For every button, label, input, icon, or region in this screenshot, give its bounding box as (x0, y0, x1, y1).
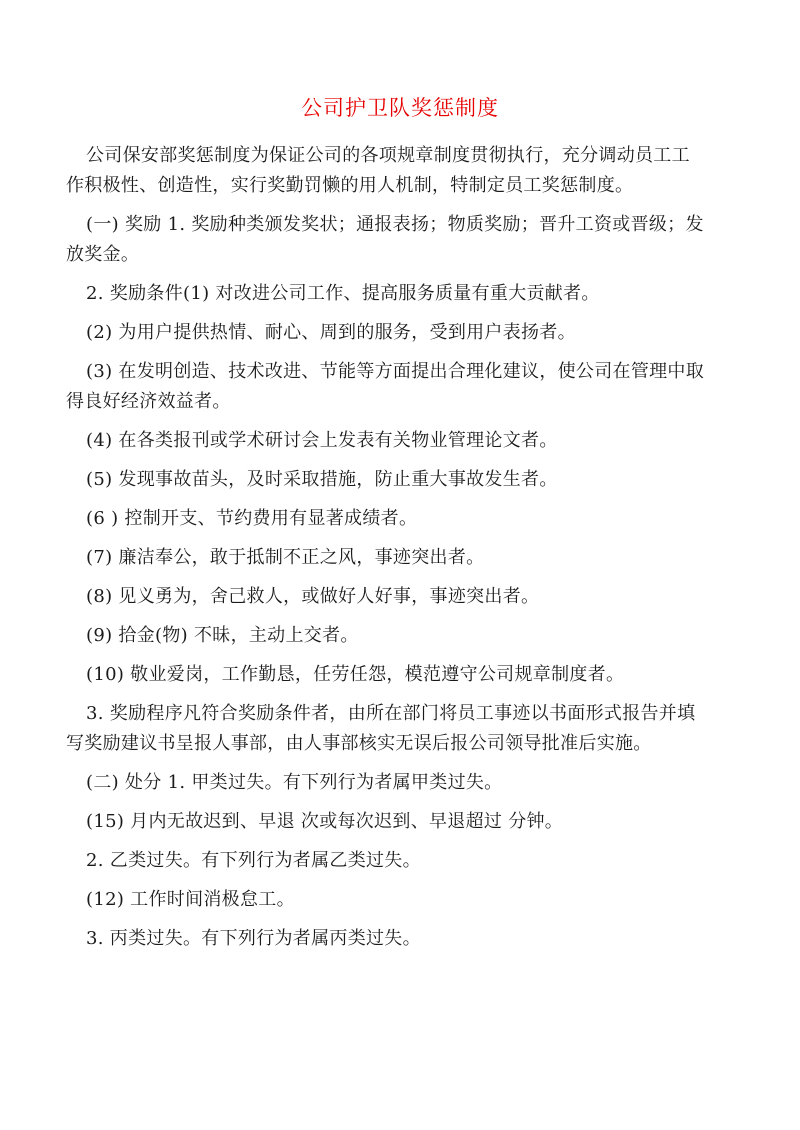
paragraph-line: (7) 廉洁奉公，敢于抵制不正之风，事迹突出者。 (86, 547, 485, 568)
paragraph-line: (15) 月内无故迟到、早退 次或每次迟到、早退超过 分钟。 (86, 811, 564, 832)
document-body (66, 141, 738, 963)
paragraph-condition-10 (66, 660, 738, 690)
paragraph-line: 2. 乙类过失。有下列行为者属乙类过失。 (86, 850, 421, 871)
paragraph-line: (一) 奖励 1. 奖励种类颁发奖状；通报表扬；物质奖励；晋升工资或晋级；发 (86, 214, 704, 235)
paragraph-line: (5) 发现事故苗头，及时采取措施，防止重大事故发生者。 (86, 469, 558, 490)
paragraph-line: (2) 为用户提供热情、耐心、周到的服务，受到用户表扬者。 (86, 322, 576, 343)
paragraph-line: 得良好经济效益者。 (66, 391, 231, 412)
paragraph-reward-types (66, 210, 738, 270)
paragraph-penalty-class-b (66, 846, 738, 876)
paragraph-penalty-a-item (66, 807, 738, 837)
paragraph-line: 作积极性、创造性，实行奖勤罚懒的用人机制，特制定员工奖惩制度。 (66, 175, 634, 196)
paragraph-line: (6 ) 控制开支、节约费用有显著成绩者。 (86, 508, 418, 529)
paragraph-line: 3. 丙类过失。有下列行为者属丙类过失。 (86, 928, 421, 949)
paragraph-line: (9) 拾金(物) 不昧，主动上交者。 (86, 625, 359, 646)
paragraph-line: 写奖励建议书呈报人事部，由人事部核实无误后报公司领导批准后实施。 (66, 733, 652, 754)
paragraph-line: 公司保安部奖惩制度为保证公司的各项规章制度贯彻执行，充分调动员工工 (86, 145, 690, 166)
paragraph-reward-conditions (66, 279, 738, 309)
paragraph-penalty-class-a (66, 768, 738, 798)
paragraph-condition-4 (66, 426, 738, 456)
paragraph-condition-3 (66, 357, 738, 417)
paragraph-line: 2. 奖励条件(1) 对改进公司工作、提高服务质量有重大贡献者。 (86, 283, 600, 304)
paragraph-line: (4) 在各类报刊或学术研讨会上发表有关物业管理论文者。 (86, 430, 558, 451)
paragraph-line: (3) 在发明创造、技术改进、节能等方面提出合理化建议，使公司在管理中取 (86, 361, 705, 382)
paragraph-condition-8 (66, 582, 738, 612)
paragraph-condition-9 (66, 621, 738, 651)
paragraph-line: (二) 处分 1. 甲类过失。有下列行为者属甲类过失。 (86, 772, 503, 793)
paragraph-penalty-b-item (66, 885, 738, 915)
paragraph-line: 放奖金。 (66, 244, 140, 265)
paragraph-condition-7 (66, 543, 738, 573)
document-title: 公司护卫队奖惩制度 (301, 96, 499, 120)
paragraph-intro (66, 141, 738, 201)
paragraph-reward-procedure (66, 699, 738, 759)
paragraph-line: 3. 奖励程序凡符合奖励条件者，由所在部门将员工事迹以书面形式报告并填 (86, 703, 696, 724)
paragraph-condition-2 (66, 318, 738, 348)
paragraph-condition-6 (66, 504, 738, 534)
paragraph-line: (10) 敬业爱岗，工作勤恳，任劳任怨，模范遵守公司规章制度者。 (86, 664, 625, 685)
paragraph-line: (8) 见义勇为，舍己救人，或做好人好事，事迹突出者。 (86, 586, 540, 607)
paragraph-condition-5 (66, 465, 738, 495)
paragraph-line: (12) 工作时间消极怠工。 (86, 889, 295, 910)
paragraph-penalty-class-c (66, 924, 738, 954)
